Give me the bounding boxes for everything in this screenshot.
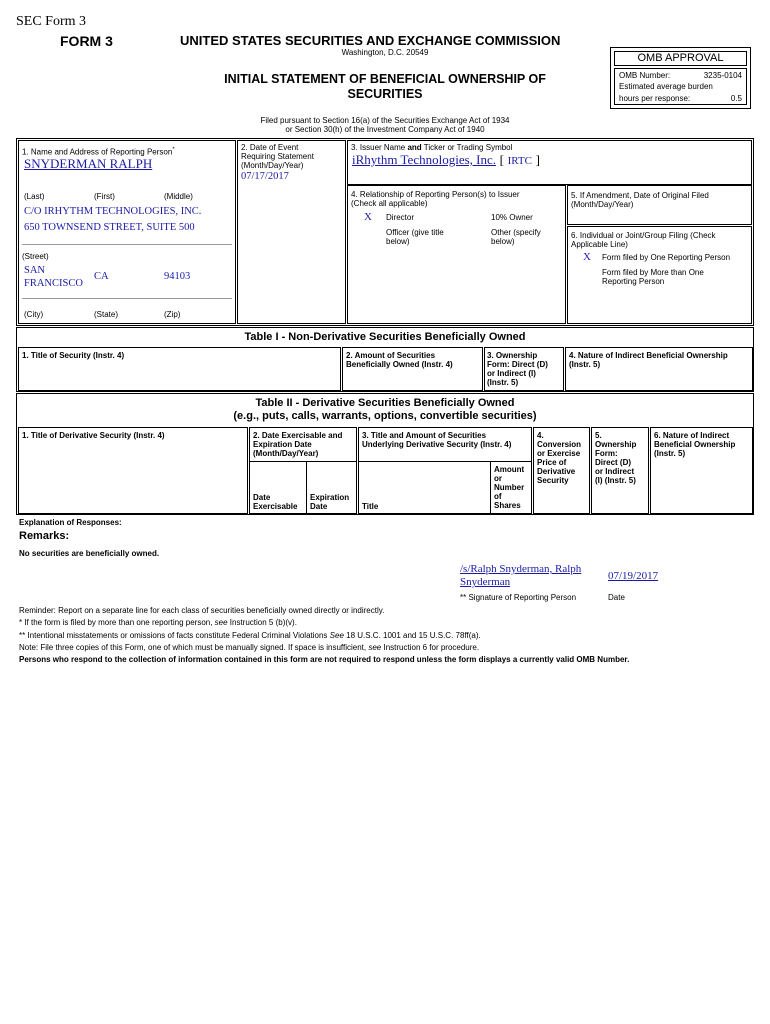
- agency-city: Washington, D.C. 20549: [341, 48, 429, 57]
- more-line-2: Reporting Person: [602, 277, 665, 286]
- note-1-post: Instruction 5 (b)(v).: [227, 618, 297, 628]
- table-2-col-2-text: [253, 431, 342, 458]
- box-4-label: [351, 190, 520, 208]
- explanation-heading: Explanation of Responses:: [19, 518, 122, 527]
- filed-pursuant: [180, 116, 590, 134]
- filed-line-2: or Section 30(h) of the Investment Company Act of 1940: [285, 125, 485, 134]
- more-line-1: Form filed by More than One: [602, 268, 704, 277]
- table-2-col-5-text: [595, 431, 636, 485]
- first-label: (First): [94, 192, 115, 201]
- signature-date[interactable]: 07/19/2017: [608, 570, 659, 582]
- director-check[interactable]: X: [364, 211, 372, 223]
- table-1-col-3-line-1: 3. Ownership: [487, 351, 538, 360]
- address-line-2: 650 TOWNSEND STREET, SUITE 500: [24, 222, 195, 233]
- table-1-col-4-line-2: (Instr. 5): [569, 360, 601, 369]
- table-2-col-3: [358, 427, 532, 514]
- other-label: [491, 228, 541, 246]
- note-1-pre: * If the form is filed by more than one reporting person,: [19, 618, 215, 628]
- table-1-col-2-line-2: Beneficially Owned (Instr. 4): [346, 360, 453, 369]
- table-2-col-3-line-2: Underlying Derivative Security (Instr. 4): [362, 440, 512, 449]
- ticker-open-bracket: [: [499, 152, 504, 167]
- box-4-line-1: 4. Relationship of Reporting Person(s) to Issuer: [351, 190, 520, 199]
- note-1-see: see: [214, 618, 228, 628]
- issuer-line: [352, 152, 540, 168]
- one-person-label: Form filed by One Reporting Person: [602, 253, 731, 262]
- event-date: 07/17/2017: [241, 171, 289, 182]
- officer-line-1: Officer (give title: [386, 228, 444, 237]
- officer-line-2: below): [386, 237, 410, 246]
- table-2-col-3-text: [362, 431, 511, 449]
- issuer-name-link[interactable]: iRhythm Technologies, Inc.: [352, 152, 496, 167]
- street-label: (Street): [22, 252, 49, 261]
- one-person-check[interactable]: X: [583, 251, 591, 263]
- table-2-col-4-line-6: Security: [537, 476, 569, 485]
- table-2-col-1-text: 1. Title of Derivative Security (Instr. 4): [22, 431, 165, 440]
- signature-line-1: /s/Ralph Snyderman, Ralph: [460, 563, 582, 575]
- reminder-note: Reminder: Report on a separate line for each class of securities beneficially owned directly or indirectly.: [19, 606, 385, 615]
- box-4-line-2: (Check all applicable): [351, 199, 428, 208]
- table-2-col-6: [650, 427, 753, 514]
- table-2: [16, 393, 754, 515]
- table-1-col-3-line-2: Form: Direct (D): [487, 360, 548, 369]
- more-than-one-label: [602, 268, 704, 286]
- table-1-col-2-text: [346, 351, 453, 369]
- table-2-col-3-split: [490, 461, 491, 513]
- amount-line-4: of: [494, 492, 502, 501]
- omb-persons-note: Persons who respond to the collection of information contained in this form are not required to respond unless the form displays a currently valid OMB Number.: [19, 655, 630, 665]
- table-1-col-4-text: [569, 351, 728, 369]
- amount-shares-header: [494, 465, 524, 510]
- table-1-col-4: [565, 347, 753, 391]
- table-2-col-2: [249, 427, 357, 514]
- box-6-filing-type: [567, 226, 752, 324]
- table-2-col-1: [18, 427, 248, 514]
- omb-number-label: OMB Number:: [619, 71, 671, 80]
- table-2-title-line-2: (e.g., puts, calls, warrants, options, convertible securities): [233, 410, 537, 422]
- box-3-label-and: and: [407, 143, 422, 152]
- table-2-col-4: [533, 427, 590, 514]
- other-line-2: below): [491, 237, 515, 246]
- sec-form-label: SEC Form 3: [16, 14, 87, 29]
- note-2-post: 18 U.S.C. 1001 and 15 U.S.C. 78ff(a).: [343, 630, 481, 640]
- date-exercisable-line-1: Date: [253, 493, 271, 502]
- table-2-col-5-line-6: (I) (Instr. 5): [595, 476, 636, 485]
- signature-line-2: Snyderman: [460, 576, 511, 588]
- title-line-1: INITIAL STATEMENT OF BENEFICIAL OWNERSHIP OF: [224, 72, 546, 86]
- table-2-col-5-line-5: or Indirect: [595, 467, 635, 476]
- ticker-symbol: IRTC: [507, 155, 532, 167]
- table-2-col-2-line-1: 2. Date Exercisable and: [253, 431, 343, 440]
- table-2-col-6-line-2: Beneficial Ownership: [654, 440, 736, 449]
- table-2-col-4-text: [537, 431, 581, 485]
- officer-label: [386, 228, 444, 246]
- table-2-title-line-1: Table II - Derivative Securities Beneficially Owned: [255, 397, 515, 409]
- table-2-col-4-line-2: Conversion: [537, 440, 582, 449]
- note-2-pre: ** Intentional misstatements or omissions of facts constitute Federal Criminal Violations: [19, 630, 330, 640]
- zip-label: (Zip): [164, 310, 181, 319]
- city-divider: [22, 298, 232, 299]
- table-2-col-5-line-4: Direct (D): [595, 458, 632, 467]
- box-3-issuer: [347, 140, 752, 185]
- table-1-col-3-line-3: or Indirect (I): [487, 369, 536, 378]
- table-2-col-5-line-2: Ownership: [595, 440, 637, 449]
- table-2-title: [17, 397, 753, 423]
- box-2-line-2: Requiring Statement: [241, 152, 314, 161]
- table-2-col-3-divider: [359, 461, 531, 462]
- box-6-line-2: Applicable Line): [571, 240, 628, 249]
- box-2-line-1: 2. Date of Event: [241, 143, 299, 152]
- table-2-col-4-line-1: 4.: [537, 431, 544, 440]
- box-5-label: [571, 191, 709, 209]
- note-2-see: See: [329, 630, 344, 640]
- ticker-close-bracket: ]: [535, 152, 540, 167]
- table-2-col-2-line-2: Expiration Date: [253, 440, 312, 449]
- omb-burden-label: Estimated average burden: [619, 82, 713, 91]
- omb-hours-label: hours per response:: [619, 94, 691, 103]
- remarks-heading: Remarks:: [19, 530, 70, 542]
- box-4-relationship: [347, 185, 566, 324]
- expiration-line-2: Date: [310, 502, 328, 511]
- box-2-label: [241, 143, 314, 170]
- note-3-see: see: [368, 642, 382, 652]
- omb-hours: 0.5: [730, 94, 742, 103]
- table-2-col-5: [591, 427, 649, 514]
- table-1-col-2: [342, 347, 483, 391]
- box-6-line-1: 6. Individual or Joint/Group Filing (Check: [571, 231, 716, 240]
- state: CA: [94, 271, 109, 282]
- last-label: (Last): [24, 192, 45, 201]
- expiration-line-1: Expiration: [310, 493, 350, 502]
- table-2-col-6-line-3: (Instr. 5): [654, 449, 686, 458]
- expiration-date-header: [310, 493, 349, 511]
- note-3: [19, 642, 759, 654]
- signature-label: ** Signature of Reporting Person: [460, 593, 577, 602]
- box-1-label-text: 1. Name and Address of Reporting Person: [22, 147, 173, 157]
- box-3-label: [351, 143, 512, 152]
- footer-notes: [19, 605, 759, 666]
- other-line-1: Other (specify: [491, 228, 541, 237]
- ten-percent-owner-label: 10% Owner: [491, 213, 533, 222]
- amount-line-3: Number: [494, 483, 525, 492]
- omb-approval-box: [610, 47, 751, 109]
- director-label: Director: [386, 213, 415, 222]
- agency-name: UNITED STATES SECURITIES AND EXCHANGE COMMISSION: [180, 33, 561, 48]
- table-1-col-3-text: [487, 351, 548, 387]
- zip: 94103: [164, 271, 191, 282]
- table-2-col-4-line-4: Price of: [537, 458, 567, 467]
- underlying-title-header: Title: [362, 502, 379, 511]
- table-2-col-6-line-1: 6. Nature of Indirect: [654, 431, 730, 440]
- box-2-line-3: (Month/Day/Year): [241, 161, 304, 170]
- table-2-col-6-text: [654, 431, 735, 458]
- title-line-2: SECURITIES: [347, 87, 423, 101]
- address-line-1: C/O IRHYTHM TECHNOLOGIES, INC.: [24, 206, 202, 217]
- table-2-col-4-line-5: Derivative: [537, 467, 576, 476]
- state-label: (State): [94, 310, 119, 319]
- box-3-label-pre: 3. Issuer Name: [351, 143, 408, 152]
- table-1: [16, 327, 754, 392]
- date-exercisable-line-2: Exercisable: [253, 502, 298, 511]
- table-1-col-1-text: 1. Title of Security (Instr. 4): [22, 351, 125, 360]
- form-number: FORM 3: [60, 33, 113, 49]
- note-2: [19, 630, 759, 642]
- page-title: [180, 72, 590, 102]
- address-divider: [22, 244, 232, 245]
- note-3-post: Instruction 6 for procedure.: [381, 642, 480, 652]
- table-1-title: Table I - Non-Derivative Securities Beneficially Owned: [244, 331, 526, 343]
- box-2-date-of-event: [237, 140, 346, 324]
- city-line-2: FRANCISCO: [24, 278, 83, 289]
- middle-label: (Middle): [164, 192, 193, 201]
- table-1-col-3-line-4: (Instr. 5): [487, 378, 519, 387]
- table-2-col-2-line-3: (Month/Day/Year): [253, 449, 319, 458]
- omb-details: [614, 68, 747, 105]
- date-label: Date: [608, 593, 625, 602]
- date-exercisable-header: [253, 493, 297, 511]
- omb-title: OMB APPROVAL: [614, 51, 747, 66]
- note-1: [19, 617, 759, 629]
- city-line-1: SAN: [24, 265, 46, 276]
- box-1-reporting-person: [18, 140, 236, 324]
- city: [24, 264, 83, 290]
- table-1-col-4-line-1: 4. Nature of Indirect Beneficial Ownership: [569, 351, 728, 360]
- reporting-person-name[interactable]: SNYDERMAN RALPH: [24, 156, 153, 171]
- table-2-col-5-line-3: Form:: [595, 449, 618, 458]
- amount-line-5: Shares: [494, 501, 521, 510]
- table-2-col-3-line-1: 3. Title and Amount of Securities: [362, 431, 487, 440]
- box-5-amendment: [567, 185, 752, 225]
- table-2-col-2-split: [306, 461, 307, 513]
- table-2-col-4-line-3: or Exercise: [537, 449, 581, 458]
- table-1-col-3: [484, 347, 564, 391]
- note-3-pre: Note: File three copies of this Form, one of which must be manually signed. If space is insufficient,: [19, 642, 369, 652]
- city-label: (City): [24, 310, 44, 319]
- box-5-line-1: 5. If Amendment, Date of Original Filed: [571, 191, 709, 200]
- table-1-col-1: [18, 347, 341, 391]
- table-2-col-2-divider: [250, 461, 356, 462]
- box-3-label-post: Ticker or Trading Symbol: [421, 143, 513, 152]
- signature[interactable]: [460, 563, 581, 589]
- amount-line-2: or: [494, 474, 502, 483]
- filed-line-1: Filed pursuant to Section 16(a) of the Securities Exchange Act of 1934: [260, 116, 510, 125]
- table-2-col-5-line-1: 5.: [595, 431, 602, 440]
- omb-number: 3235-0104: [703, 71, 742, 80]
- table-1-col-2-line-1: 2. Amount of Securities: [346, 351, 436, 360]
- amount-line-1: Amount: [494, 465, 525, 474]
- box-6-label: [571, 231, 716, 249]
- remarks-text: No securities are beneficially owned.: [19, 549, 160, 558]
- box-1-star: *: [172, 147, 175, 153]
- box-5-line-2: (Month/Day/Year): [571, 200, 634, 209]
